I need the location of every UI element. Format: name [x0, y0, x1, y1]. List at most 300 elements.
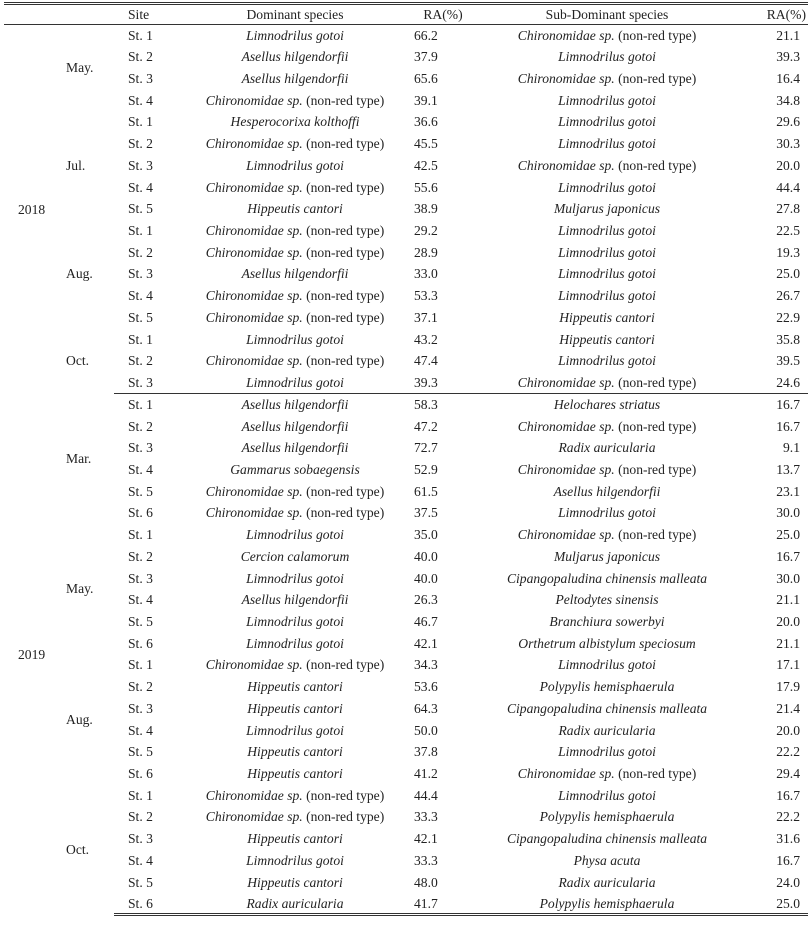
- table-row: [4, 263, 808, 285]
- ra-dominant-cell: 40.0: [414, 570, 438, 586]
- ra-dominant-cell: 33.3: [414, 809, 438, 825]
- dominant-species-name: Cercion calamorum: [240, 548, 350, 564]
- table-row: [4, 68, 808, 90]
- dominant-species-cell: [182, 502, 408, 524]
- ra-sub-dominant-cell: 34.8: [776, 92, 800, 108]
- sub-dominant-species-cell: [478, 111, 736, 133]
- ra-sub-dominant-cell: 25.0: [776, 266, 800, 282]
- month-cell: May.: [66, 60, 94, 76]
- sub-dominant-species-name: Chironomidae sp.: [517, 461, 615, 477]
- site-cell: St. 3: [128, 831, 153, 847]
- sub-dominant-species-name: Chironomidae sp.: [517, 418, 615, 434]
- sub-dominant-species-cell: [478, 589, 736, 611]
- dominant-species-name: Hippeutis cantori: [247, 679, 343, 695]
- sub-dominant-species-cell: [478, 676, 736, 698]
- dominant-species-name: Asellus hilgendorfii: [241, 49, 349, 65]
- table-row: [4, 198, 808, 220]
- site-cell: St. 3: [128, 71, 153, 86]
- sub-dominant-species-cell: [478, 806, 736, 828]
- dominant-species-name: Limnodrilus gotoi: [246, 852, 344, 868]
- dominant-species-name: Limnodrilus gotoi: [246, 635, 344, 651]
- dominant-species-name: Chironomidae sp.: [205, 809, 303, 825]
- dominant-species-cell: [182, 459, 408, 481]
- dominant-species-name: Hesperocorixa kolthoffi: [230, 114, 360, 130]
- site-cell: St. 5: [128, 744, 153, 760]
- sub-dominant-species-name: Chironomidae sp.: [517, 374, 615, 390]
- sub-dominant-species-name: Chironomidae sp.: [517, 71, 615, 86]
- sub-dominant-species-note: (non-red type): [614, 766, 697, 781]
- table-row: [4, 155, 808, 177]
- header-ra-sub-dominant: RA(%): [766, 6, 806, 22]
- site-cell: St. 2: [128, 49, 153, 65]
- table-row: [4, 546, 808, 568]
- sub-dominant-species-cell: [478, 872, 736, 894]
- month-cell: Oct.: [66, 842, 90, 858]
- ra-dominant-cell: 42.1: [414, 635, 438, 651]
- dominant-species-note: (non-red type): [302, 309, 385, 325]
- site-cell: St. 3: [114, 372, 182, 394]
- site-cell: St. 6: [128, 635, 153, 651]
- ra-sub-dominant-cell: 24.0: [776, 874, 800, 890]
- table-row: [4, 415, 808, 437]
- sub-dominant-species-cell: [478, 785, 736, 807]
- dominant-species-cell: [182, 25, 408, 47]
- dominant-species-cell: [182, 68, 408, 90]
- dominant-species-name: Asellus hilgendorfii: [241, 592, 349, 608]
- ra-sub-dominant-cell: 22.5: [776, 223, 800, 239]
- sub-dominant-species-name: Polypylis hemisphaerula: [539, 679, 675, 695]
- dominant-species-name: Chironomidae sp.: [205, 179, 303, 195]
- ra-dominant-cell: 41.2: [414, 766, 438, 781]
- dominant-species-cell: [182, 437, 408, 459]
- ra-sub-dominant-cell: 22.9: [776, 309, 800, 325]
- site-cell: St. 4: [128, 179, 153, 195]
- ra-sub-dominant-cell: 26.7: [776, 288, 800, 304]
- site-cell: St. 2: [128, 809, 153, 825]
- site-cell: St. 2: [128, 353, 153, 369]
- dominant-species-name: Limnodrilus gotoi: [246, 374, 344, 390]
- site-cell: St. 5: [128, 613, 153, 629]
- table-row: [4, 654, 808, 676]
- site-cell: St. 1: [128, 114, 153, 130]
- sub-dominant-species-cell: [478, 307, 736, 329]
- sub-dominant-species-name: Physa acuta: [573, 852, 641, 868]
- site-cell: St. 2: [128, 548, 153, 564]
- dominant-species-note: (non-red type): [302, 92, 385, 108]
- ra-dominant-cell: 37.5: [414, 505, 438, 521]
- site-cell: St. 1: [128, 27, 153, 43]
- dominant-species-name: Chironomidae sp.: [205, 483, 303, 499]
- table-row: [4, 785, 808, 807]
- site-cell: St. 3: [128, 700, 153, 716]
- site-cell: St. 5: [128, 309, 153, 325]
- ra-dominant-cell: 33.0: [414, 266, 438, 282]
- sub-dominant-species-cell: [478, 567, 736, 589]
- ra-sub-dominant-cell: 39.3: [776, 49, 800, 65]
- dominant-species-name: Chironomidae sp.: [205, 92, 303, 108]
- sub-dominant-species-cell: [478, 893, 736, 915]
- sub-dominant-species-name: Radix auricularia: [558, 874, 656, 890]
- table-row: [4, 329, 808, 351]
- site-cell: St. 6: [114, 893, 182, 915]
- dominant-species-cell: [182, 220, 408, 242]
- dominant-species-cell: [182, 415, 408, 437]
- sub-dominant-species-cell: [478, 502, 736, 524]
- sub-dominant-species-cell: [478, 763, 736, 785]
- table-row: [4, 893, 808, 915]
- dominant-species-cell: [182, 198, 408, 220]
- header-ra-dominant: RA(%): [423, 6, 463, 22]
- sub-dominant-species-cell: [478, 437, 736, 459]
- site-cell: St. 3: [128, 157, 153, 173]
- dominant-species-cell: [182, 589, 408, 611]
- dominant-species-cell: [182, 893, 408, 915]
- sub-dominant-species-cell: [478, 198, 736, 220]
- ra-sub-dominant-cell: 9.1: [783, 440, 800, 456]
- sub-dominant-species-name: Limnodrilus gotoi: [558, 136, 656, 152]
- sub-dominant-species-name: Limnodrilus gotoi: [558, 744, 656, 760]
- table-row: [4, 850, 808, 872]
- site-cell: St. 1: [128, 787, 153, 803]
- sub-dominant-species-cell: [478, 850, 736, 872]
- sub-dominant-species-note: (non-red type): [614, 461, 697, 477]
- dominant-species-cell: [182, 177, 408, 199]
- ra-sub-dominant-cell: 29.4: [776, 766, 800, 781]
- table-row: [4, 806, 808, 828]
- dominant-species-note: (non-red type): [302, 809, 385, 825]
- site-cell: St. 5: [128, 483, 153, 499]
- table-row: [4, 872, 808, 894]
- ra-sub-dominant-cell: 35.8: [776, 331, 800, 347]
- sub-dominant-species-cell: [478, 720, 736, 742]
- header-row: [4, 4, 808, 25]
- ra-dominant-cell: 42.1: [414, 831, 438, 847]
- dominant-species-cell: [182, 524, 408, 546]
- ra-dominant-cell: 72.7: [414, 440, 438, 456]
- dominant-species-cell: [182, 307, 408, 329]
- dominant-species-cell: [182, 611, 408, 633]
- dominant-species-name: Hippeutis cantori: [247, 201, 343, 217]
- dominant-species-name: Asellus hilgendorfii: [241, 397, 349, 413]
- dominant-species-cell: [182, 806, 408, 828]
- sub-dominant-species-cell: [478, 481, 736, 503]
- sub-dominant-species-cell: [478, 415, 736, 437]
- dominant-species-note: (non-red type): [302, 136, 385, 152]
- sub-dominant-species-name: Polypylis hemisphaerula: [539, 809, 675, 825]
- sub-dominant-species-cell: [478, 329, 736, 351]
- site-cell: St. 3: [128, 440, 153, 456]
- ra-sub-dominant-cell: 19.3: [776, 244, 800, 260]
- ra-sub-dominant-cell: 21.1: [776, 27, 800, 43]
- site-cell: St. 4: [128, 852, 153, 868]
- ra-sub-dominant-cell: 31.6: [776, 831, 800, 847]
- sub-dominant-species-name: Radix auricularia: [558, 440, 656, 456]
- dominant-species-name: Limnodrilus gotoi: [246, 27, 344, 43]
- ra-sub-dominant-cell: 16.4: [776, 71, 800, 86]
- dominant-species-cell: [182, 481, 408, 503]
- ra-dominant-cell: 53.6: [414, 679, 438, 695]
- month-cell: Mar.: [66, 451, 92, 467]
- sub-dominant-species-cell: [478, 90, 736, 112]
- dominant-species-name: Chironomidae sp.: [205, 787, 303, 803]
- table-row: [4, 90, 808, 112]
- sub-dominant-species-name: Limnodrilus gotoi: [558, 657, 656, 673]
- ra-dominant-cell: 66.2: [414, 27, 438, 43]
- site-cell: St. 1: [128, 223, 153, 239]
- sub-dominant-species-name: Limnodrilus gotoi: [558, 223, 656, 239]
- sub-dominant-species-cell: [478, 828, 736, 850]
- dominant-species-cell: [182, 90, 408, 112]
- sub-dominant-species-cell: [478, 698, 736, 720]
- sub-dominant-species-name: Muljarus japonicus: [553, 548, 661, 564]
- site-cell: St. 1: [128, 527, 153, 543]
- ra-sub-dominant-cell: 21.1: [776, 635, 800, 651]
- site-cell: St. 4: [128, 288, 153, 304]
- dominant-species-name: Asellus hilgendorfii: [241, 418, 349, 434]
- sub-dominant-species-cell: [478, 133, 736, 155]
- table-row: [4, 589, 808, 611]
- sub-dominant-species-name: Radix auricularia: [558, 722, 656, 738]
- table-row: [4, 133, 808, 155]
- sub-dominant-species-name: Limnodrilus gotoi: [558, 787, 656, 803]
- site-cell: St. 6: [128, 766, 153, 781]
- dominant-species-cell: [182, 741, 408, 763]
- ra-dominant-cell: 47.4: [414, 353, 438, 369]
- ra-dominant-cell: 42.5: [414, 157, 438, 173]
- ra-dominant-cell: 35.0: [414, 527, 438, 543]
- header-year: [4, 4, 56, 25]
- sub-dominant-species-cell: [478, 242, 736, 264]
- dominant-species-cell: [182, 850, 408, 872]
- dominant-species-note: (non-red type): [302, 787, 385, 803]
- ra-dominant-cell: 65.6: [414, 71, 438, 86]
- species-table-container: [4, 2, 808, 916]
- sub-dominant-species-name: Limnodrilus gotoi: [558, 114, 656, 130]
- dominant-species-cell: [182, 633, 408, 655]
- dominant-species-cell: [182, 133, 408, 155]
- dominant-species-note: (non-red type): [302, 288, 385, 304]
- sub-dominant-species-name: Limnodrilus gotoi: [558, 288, 656, 304]
- ra-dominant-cell: 39.1: [414, 92, 438, 108]
- dominant-species-note: (non-red type): [302, 244, 385, 260]
- ra-sub-dominant-cell: 44.4: [776, 179, 800, 195]
- dominant-species-name: Hippeutis cantori: [247, 744, 343, 760]
- ra-dominant-cell: 38.9: [414, 201, 438, 217]
- ra-dominant-cell: 28.9: [414, 244, 438, 260]
- dominant-species-cell: [182, 372, 408, 394]
- ra-sub-dominant-cell: 22.2: [776, 744, 800, 760]
- table-row: [4, 111, 808, 133]
- dominant-species-name: Limnodrilus gotoi: [246, 613, 344, 629]
- ra-dominant-cell: 53.3: [414, 288, 438, 304]
- table-row: [4, 372, 808, 394]
- dominant-species-cell: [182, 242, 408, 264]
- ra-sub-dominant-cell: 13.7: [776, 461, 800, 477]
- table-row: [4, 46, 808, 68]
- dominant-species-note: (non-red type): [302, 223, 385, 239]
- ra-dominant-cell: 36.6: [414, 114, 438, 130]
- sub-dominant-species-name: Asellus hilgendorfii: [553, 483, 661, 499]
- dominant-species-name: Chironomidae sp.: [205, 223, 303, 239]
- sub-dominant-species-name: Limnodrilus gotoi: [558, 266, 656, 282]
- header-site: Site: [128, 6, 150, 22]
- dominant-species-note: (non-red type): [302, 505, 385, 521]
- site-cell: St. 4: [128, 722, 153, 738]
- site-cell: St. 3: [128, 570, 153, 586]
- dominant-species-name: Chironomidae sp.: [205, 309, 303, 325]
- table-row: [4, 828, 808, 850]
- sub-dominant-species-note: (non-red type): [614, 157, 697, 173]
- ra-dominant-cell: 34.3: [414, 657, 438, 673]
- dominant-species-cell: [182, 720, 408, 742]
- header-sub-dominant-species: Sub-Dominant species: [545, 6, 669, 22]
- ra-sub-dominant-cell: 30.3: [776, 136, 800, 152]
- sub-dominant-species-cell: [478, 611, 736, 633]
- ra-sub-dominant-cell: 25.0: [776, 527, 800, 543]
- site-cell: St. 6: [128, 505, 153, 521]
- sub-dominant-species-name: Cipangopaludina chinensis malleata: [506, 831, 708, 847]
- ra-sub-dominant-cell: 21.4: [776, 700, 800, 716]
- ra-sub-dominant-cell: 16.7: [776, 397, 800, 413]
- dominant-species-cell: [182, 785, 408, 807]
- sub-dominant-species-note: (non-red type): [614, 527, 697, 543]
- dominant-species-name: Asellus hilgendorfii: [241, 71, 349, 86]
- dominant-species-name: Radix auricularia: [246, 895, 344, 911]
- dominant-species-name: Gammarus sobaegensis: [230, 461, 360, 477]
- dominant-species-table: [4, 2, 808, 916]
- dominant-species-cell: [182, 263, 408, 285]
- ra-sub-dominant-cell: 17.1: [776, 657, 800, 673]
- ra-dominant-cell: 47.2: [414, 418, 438, 434]
- month-cell: Oct.: [66, 353, 90, 369]
- sub-dominant-species-cell: [478, 633, 736, 655]
- site-cell: St. 1: [128, 657, 153, 673]
- table-row: [4, 350, 808, 372]
- sub-dominant-species-note: (non-red type): [614, 418, 697, 434]
- header-month: [56, 4, 114, 25]
- ra-dominant-cell: 64.3: [414, 700, 438, 716]
- ra-dominant-cell: 33.3: [414, 852, 438, 868]
- table-row: [4, 285, 808, 307]
- ra-dominant-cell: 58.3: [414, 397, 438, 413]
- dominant-species-cell: [182, 111, 408, 133]
- ra-sub-dominant-cell: 30.0: [776, 505, 800, 521]
- sub-dominant-species-name: Limnodrilus gotoi: [558, 179, 656, 195]
- dominant-species-note: (non-red type): [302, 353, 385, 369]
- ra-sub-dominant-cell: 29.6: [776, 114, 800, 130]
- sub-dominant-species-name: Limnodrilus gotoi: [558, 49, 656, 65]
- dominant-species-cell: [182, 698, 408, 720]
- ra-sub-dominant-cell: 16.7: [776, 852, 800, 868]
- dominant-species-note: (non-red type): [302, 179, 385, 195]
- ra-dominant-cell: 55.6: [414, 179, 438, 195]
- ra-sub-dominant-cell: 23.1: [776, 483, 800, 499]
- sub-dominant-species-name: Chironomidae sp.: [517, 27, 615, 43]
- ra-dominant-cell: 61.5: [414, 483, 438, 499]
- dominant-species-name: Limnodrilus gotoi: [246, 570, 344, 586]
- dominant-species-cell: [182, 567, 408, 589]
- year-group-2019: [4, 394, 808, 915]
- dominant-species-note: (non-red type): [302, 657, 385, 673]
- dominant-species-name: Limnodrilus gotoi: [246, 527, 344, 543]
- dominant-species-name: Hippeutis cantori: [247, 700, 343, 716]
- sub-dominant-species-name: Cipangopaludina chinensis malleata: [506, 570, 708, 586]
- dominant-species-name: Hippeutis cantori: [247, 766, 343, 781]
- table-row: [4, 25, 808, 47]
- dominant-species-name: Limnodrilus gotoi: [246, 331, 344, 347]
- sub-dominant-species-name: Chironomidae sp.: [517, 527, 615, 543]
- ra-dominant-cell: 48.0: [414, 874, 438, 890]
- table-row: [4, 698, 808, 720]
- ra-sub-dominant-cell: 24.6: [736, 372, 808, 394]
- dominant-species-cell: [182, 872, 408, 894]
- ra-sub-dominant-cell: 30.0: [776, 570, 800, 586]
- ra-sub-dominant-cell: 25.0: [736, 893, 808, 915]
- sub-dominant-species-name: Chironomidae sp.: [517, 157, 615, 173]
- site-cell: St. 2: [128, 418, 153, 434]
- ra-sub-dominant-cell: 16.7: [776, 418, 800, 434]
- ra-dominant-cell: 50.0: [414, 722, 438, 738]
- dominant-species-cell: [182, 546, 408, 568]
- ra-sub-dominant-cell: 27.8: [776, 201, 800, 217]
- site-cell: St. 1: [128, 397, 153, 413]
- table-row: [4, 459, 808, 481]
- ra-dominant-cell: 43.2: [414, 331, 438, 347]
- table-row: [4, 741, 808, 763]
- site-cell: St. 3: [128, 266, 153, 282]
- year-group-2018: [4, 25, 808, 394]
- sub-dominant-species-cell: [478, 220, 736, 242]
- table-row: [4, 481, 808, 503]
- table-header: [4, 4, 808, 25]
- dominant-species-note: (non-red type): [302, 483, 385, 499]
- table-row: [4, 763, 808, 785]
- ra-sub-dominant-cell: 20.0: [776, 613, 800, 629]
- ra-sub-dominant-cell: 20.0: [776, 722, 800, 738]
- dominant-species-name: Hippeutis cantori: [247, 831, 343, 847]
- site-cell: St. 4: [128, 461, 153, 477]
- dominant-species-cell: [182, 329, 408, 351]
- sub-dominant-species-name: Limnodrilus gotoi: [558, 244, 656, 260]
- table-row: [4, 242, 808, 264]
- sub-dominant-species-cell: [478, 25, 736, 47]
- header-dominant-species: Dominant species: [246, 6, 344, 22]
- dominant-species-name: Chironomidae sp.: [205, 353, 303, 369]
- site-cell: St. 5: [128, 874, 153, 890]
- ra-dominant-cell: 37.9: [414, 49, 438, 65]
- sub-dominant-species-name: Polypylis hemisphaerula: [539, 895, 675, 911]
- dominant-species-cell: [182, 763, 408, 785]
- ra-sub-dominant-cell: 17.9: [776, 679, 800, 695]
- sub-dominant-species-note: (non-red type): [614, 27, 697, 43]
- table-row: [4, 524, 808, 546]
- site-cell: St. 2: [128, 244, 153, 260]
- ra-dominant-cell: 26.3: [414, 592, 438, 608]
- sub-dominant-species-name: Limnodrilus gotoi: [558, 505, 656, 521]
- dominant-species-name: Limnodrilus gotoi: [246, 722, 344, 738]
- sub-dominant-species-name: Hippeutis cantori: [559, 331, 655, 347]
- ra-dominant-cell: 52.9: [414, 461, 438, 477]
- site-cell: St. 4: [128, 592, 153, 608]
- sub-dominant-species-name: Chironomidae sp.: [517, 766, 615, 781]
- month-cell: Aug.: [66, 266, 93, 282]
- table-row: [4, 567, 808, 589]
- ra-dominant-cell: 45.5: [414, 136, 438, 152]
- dominant-species-name: Chironomidae sp.: [205, 244, 303, 260]
- ra-dominant-cell: 41.7: [408, 893, 478, 915]
- ra-sub-dominant-cell: 22.2: [776, 809, 800, 825]
- dominant-species-cell: [182, 285, 408, 307]
